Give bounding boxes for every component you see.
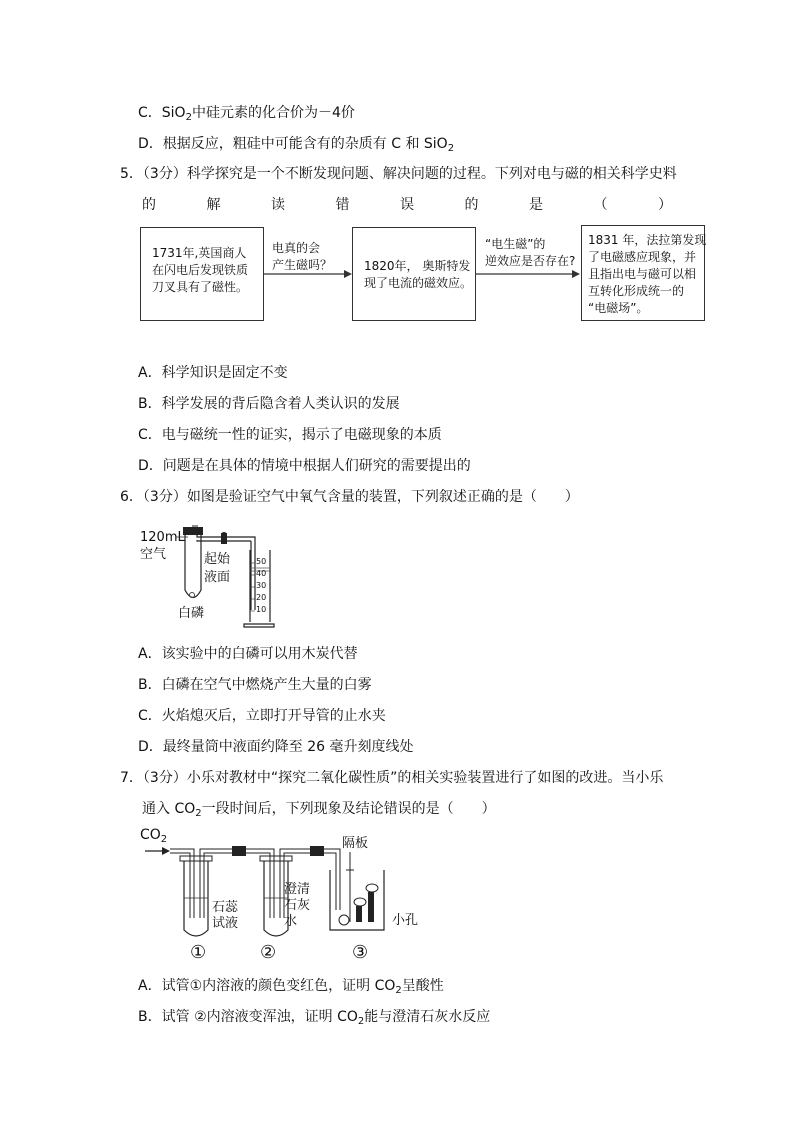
q6-air-label: 空气 <box>140 547 167 562</box>
q7-option-a-sub: 2 <box>395 985 402 996</box>
q5-stem-continued <box>142 196 672 214</box>
q6-volume-label: 120mL <box>140 530 185 545</box>
scale-label: 20 <box>256 593 267 602</box>
q4-option-c-post: 中硅元素的化合价为－4价 <box>191 105 355 121</box>
scale-label: 40 <box>256 569 267 578</box>
q7-stem-line-1: 7．（3分）小乐对教材中“探究二氧化碳性质”的相关实验装置进行了如图的改进。当小乐 <box>120 770 664 786</box>
q7-option-b-post: 能与澄清石灰水反应 <box>364 1009 491 1025</box>
q7-option-b-mid: 内溶液变浑浊，证明 CO <box>206 1009 358 1025</box>
q5-option-a: A．科学知识是固定不变 <box>138 365 288 381</box>
q5-box-1731-text: 1731年,英国商人 在闪电后发现铁质 刀叉具有了磁性。 <box>152 246 249 294</box>
q7-option-a-mid: 内溶液的颜色变红色，证明 CO <box>202 978 396 994</box>
q4-option-d-sub: 2 <box>447 143 455 154</box>
q5-arrow-1 <box>264 268 354 280</box>
q5-option-b: B．科学发展的背后隐含着人类认识的发展 <box>138 396 400 412</box>
q6-cylinder-scale <box>256 556 266 616</box>
q4-option-c <box>138 104 355 127</box>
q5-stem-char: 解 <box>206 197 221 213</box>
q5-arrow-1-label: 电真的会 产生磁吗？ <box>272 241 333 272</box>
q5-box-1831-text: 1831 年，法拉第发现 了电磁感应现象，并 且指出电与磁可以相 互转化形成统一的 “电磁场”。 <box>588 233 707 315</box>
q6-start-label-2: 液面 <box>204 570 231 585</box>
q7-tube-1-number: ① <box>190 942 207 963</box>
q5-box-1820-text: 1820年， 奥斯特发 现了电流的磁效应。 <box>364 259 473 290</box>
q5-arrow-2 <box>476 268 582 280</box>
q6-option-c: C．火焰熄灭后，立即打开导管的止水夹 <box>138 708 386 724</box>
q5-stem-char: 误 <box>400 197 414 213</box>
q5-stem-char: 是 <box>529 197 543 213</box>
stopper-icon <box>183 527 203 535</box>
q6-option-b: B．白磷在空气中燃烧产生大量的白雾 <box>138 677 372 693</box>
q7-option-a-num: ① <box>189 978 203 994</box>
q5-stem-char: （ <box>593 197 608 213</box>
q5-stem-char: 的 <box>464 197 479 213</box>
q7-beaker-3-number: ③ <box>352 942 369 963</box>
test-tube-icon <box>185 535 201 598</box>
q7-stem-sub: 2 <box>195 808 202 819</box>
q4-option-d <box>138 135 454 158</box>
q7-option-b-sub: 2 <box>357 1016 365 1027</box>
q5-option-d: D．问题是在具体的情境中根据人们研究的需要提出的 <box>138 458 471 474</box>
q5-stem-char: 错 <box>335 197 350 213</box>
q5-stem-char: 的 <box>142 197 156 213</box>
q7-limewater-label: 澄清 石灰 水 <box>284 882 311 929</box>
q4-option-c-pre: C．SiO <box>138 105 186 121</box>
q7-litmus-label: 石蕊 试液 <box>212 900 239 931</box>
q6-option-d: D．最终量筒中液面约降至 26 毫升刻度线处 <box>138 739 414 755</box>
q6-stem: 6．（3分）如图是验证空气中氧气含量的装置，下列叙述正确的是（ ） <box>120 489 579 505</box>
scale-label: 10 <box>256 605 267 614</box>
q7-co2-text: CO <box>140 827 161 843</box>
q6-phosphorus-label: 白磷 <box>178 606 205 621</box>
q7-option-a-pre: A．试管 <box>138 978 190 994</box>
q5-arrow-2-label: “电生磁”的 逆效应是否存在? <box>485 237 576 268</box>
q7-co2-sub: 2 <box>160 834 168 845</box>
q7-option-a <box>138 977 444 1000</box>
q5-stem-char: 读 <box>271 197 285 213</box>
q7-option-a-post: 呈酸性 <box>401 978 444 994</box>
q7-option-b <box>138 1008 490 1031</box>
q6-option-a: A．该实验中的白磷可以用木炭代替 <box>138 646 358 662</box>
q7-stem-pre: 通入 CO <box>142 801 196 817</box>
q7-stem-post: 一段时间后，下列现象及结论错误的是（ ） <box>201 801 496 817</box>
scale-label: 30 <box>256 581 267 590</box>
q5-stem-char: ） <box>658 197 672 213</box>
q7-hole-label: 小孔 <box>392 913 419 928</box>
q7-stem-line-2 <box>142 800 496 823</box>
q5-option-c: C．电与磁统一性的证实，揭示了电磁现象的本质 <box>138 427 442 443</box>
q4-option-d-pre: D．根据反应，粗硅中可能含有的杂质有 C 和 SiO <box>138 136 448 152</box>
q7-option-b-num: ② <box>194 1009 207 1025</box>
q5-stem: 5．（3分）科学探究是一个不断发现问题、解决问题的过程。下列对电与磁的相关科学史料 <box>120 166 677 182</box>
q7-tube-2-number: ② <box>260 942 277 963</box>
q7-option-b-pre: B．试管 <box>138 1009 195 1025</box>
q6-leader-line <box>176 535 188 539</box>
q6-start-label-1: 起始 <box>204 552 231 567</box>
q7-partition-label: 隔板 <box>342 836 369 851</box>
arrow-icon <box>162 847 170 855</box>
q4-option-c-sub: 2 <box>185 112 192 123</box>
scale-label: 50 <box>256 557 267 566</box>
